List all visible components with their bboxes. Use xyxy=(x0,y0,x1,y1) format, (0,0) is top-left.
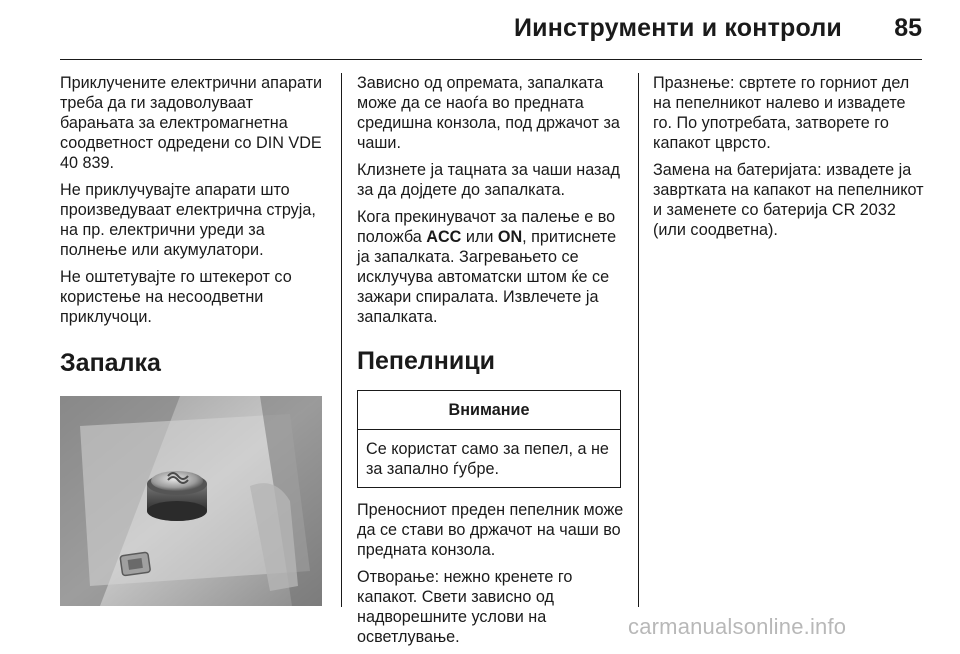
heading-cigarette-lighter: Запалка xyxy=(60,349,161,377)
text-segment: Кога прекинувачот за палење е во положба xyxy=(357,208,616,246)
paragraph-no-charging-devices: Не приклучувајте апарати што произведуваат електрична струја, на пр. електрични уреди за полнење или акумулатори. xyxy=(60,181,316,259)
warning-box xyxy=(357,390,621,488)
cigarette-lighter-photo xyxy=(60,396,322,606)
paragraph-slide-tray: Клизнете ја тацната за чаши назад за да дојдете до запалката. xyxy=(357,161,620,199)
paragraph-socket-damage: Не оштетувајте го штекерот со користење на несоодветни приклучоци. xyxy=(60,268,292,326)
watermark: carmanualsonline.info xyxy=(628,614,847,639)
text-segment: , притиснете ја запалката. Загревањето се исклучува автоматски штом ќе се зажари спиралата. Извлечете ја запалката. xyxy=(357,228,617,326)
column-2 xyxy=(357,73,625,654)
warning-title: Внимание xyxy=(358,391,620,430)
paragraph-press-lighter xyxy=(357,207,625,327)
header-rule xyxy=(60,59,922,60)
column-divider-1 xyxy=(341,73,342,607)
page-number: 85 xyxy=(894,14,922,42)
paragraph-lighter-location: Зависно од опремата, запалката може да се наоѓа во предната средишна конзола, под држачот за чаши. xyxy=(357,74,620,152)
text-segment: или xyxy=(461,228,498,246)
header-title: Иинструменти и контроли xyxy=(513,14,842,42)
paragraph-opening: Отворање: нежно кренете го капакот. Свети зависно од надворешните услови на осветлување. xyxy=(357,568,573,646)
paragraph-portable-ashtray: Преносниот преден пепелник може да се стави во држачот на чаши во предната конзола. xyxy=(357,501,624,559)
page-header xyxy=(0,0,960,58)
paragraph-emptying: Празнење: свртете го горниот дел на пепелникот налево и извадете го. По употребата, затворете го капакот цврсто. xyxy=(653,74,910,152)
acc-label: ACC xyxy=(426,228,462,246)
column-divider-2 xyxy=(638,73,639,607)
column-1 xyxy=(60,73,330,606)
on-label: ON xyxy=(497,228,523,246)
paragraph-battery-replacement: Замена на батеријата: извадете ја завртката на капакот на пепелникот и заменете со батерија CR 2032 (или соодветна). xyxy=(653,161,924,239)
column-3 xyxy=(653,73,928,247)
heading-ashtrays: Пепелници xyxy=(357,347,495,375)
warning-text: Се користат само за пепел, а не за запално ѓубре. xyxy=(366,440,609,478)
paragraph-emc: Приклучените електрични апарати треба да ги задоволуваат барањата за електромагнетна соодветност одредени со DIN VDE 40 839. xyxy=(60,74,323,172)
